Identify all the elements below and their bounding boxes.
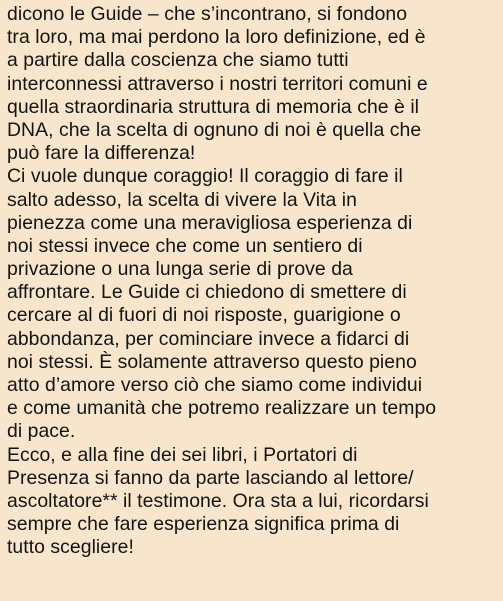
- text-line: può fare la differenza!: [7, 142, 196, 165]
- text-line: DNA, che la scelta di ognuno di noi è quella che: [7, 118, 422, 141]
- text-line: Ci vuole dunque coraggio! Il coraggio di fare il: [7, 165, 403, 188]
- text-line: a partire dalla coscienza che siamo tutti: [7, 49, 349, 72]
- text-line: pienezza come una meravigliosa esperienza di: [7, 211, 413, 234]
- text-line: dicono le Guide – che s’incontrano, si fondono: [7, 3, 408, 25]
- text-line: salto adesso, la scelta di vivere la Vita in: [7, 188, 357, 211]
- text-line: atto d’amore verso ciò che siamo come individui: [7, 374, 423, 396]
- text-line: Ecco, e alla fine dei sei libri, i Portatori di: [7, 443, 358, 466]
- text-line: tra loro, ma mai perdono la loro definizione, ed è: [7, 26, 426, 49]
- text-line: tutto scegliere!: [7, 536, 134, 559]
- text-line: affrontare. Le Guide ci chiedono di smettere di: [7, 281, 407, 304]
- text-line: noi stessi invece che come un sentiero di: [7, 234, 363, 257]
- text-line: privazione o una lunga serie di prove da: [7, 258, 353, 281]
- text-line: interconnessi attraverso i nostri territori comuni e: [7, 72, 428, 95]
- text-line: quella straordinaria struttura di memoria che è il: [7, 95, 420, 118]
- text-line: abbondanza, per cominciare invece a fidarci di: [7, 327, 410, 350]
- body-text: [7, 3, 499, 560]
- text-line: Presenza si fanno da parte lasciando al lettore/: [7, 466, 414, 489]
- text-line: cercare al di fuori di noi risposte, guarigione o: [7, 304, 401, 327]
- text-line: e come umanità che potremo realizzare un tempo: [7, 397, 437, 420]
- text-line: sempre che fare esperienza significa prima di: [7, 513, 400, 536]
- text-line: ascoltatore** il testimone. Ora sta a lui, ricordarsi: [7, 489, 429, 512]
- text-line: noi stessi. È solamente attraverso questo pieno: [7, 350, 417, 373]
- text-line: di pace.: [7, 420, 76, 443]
